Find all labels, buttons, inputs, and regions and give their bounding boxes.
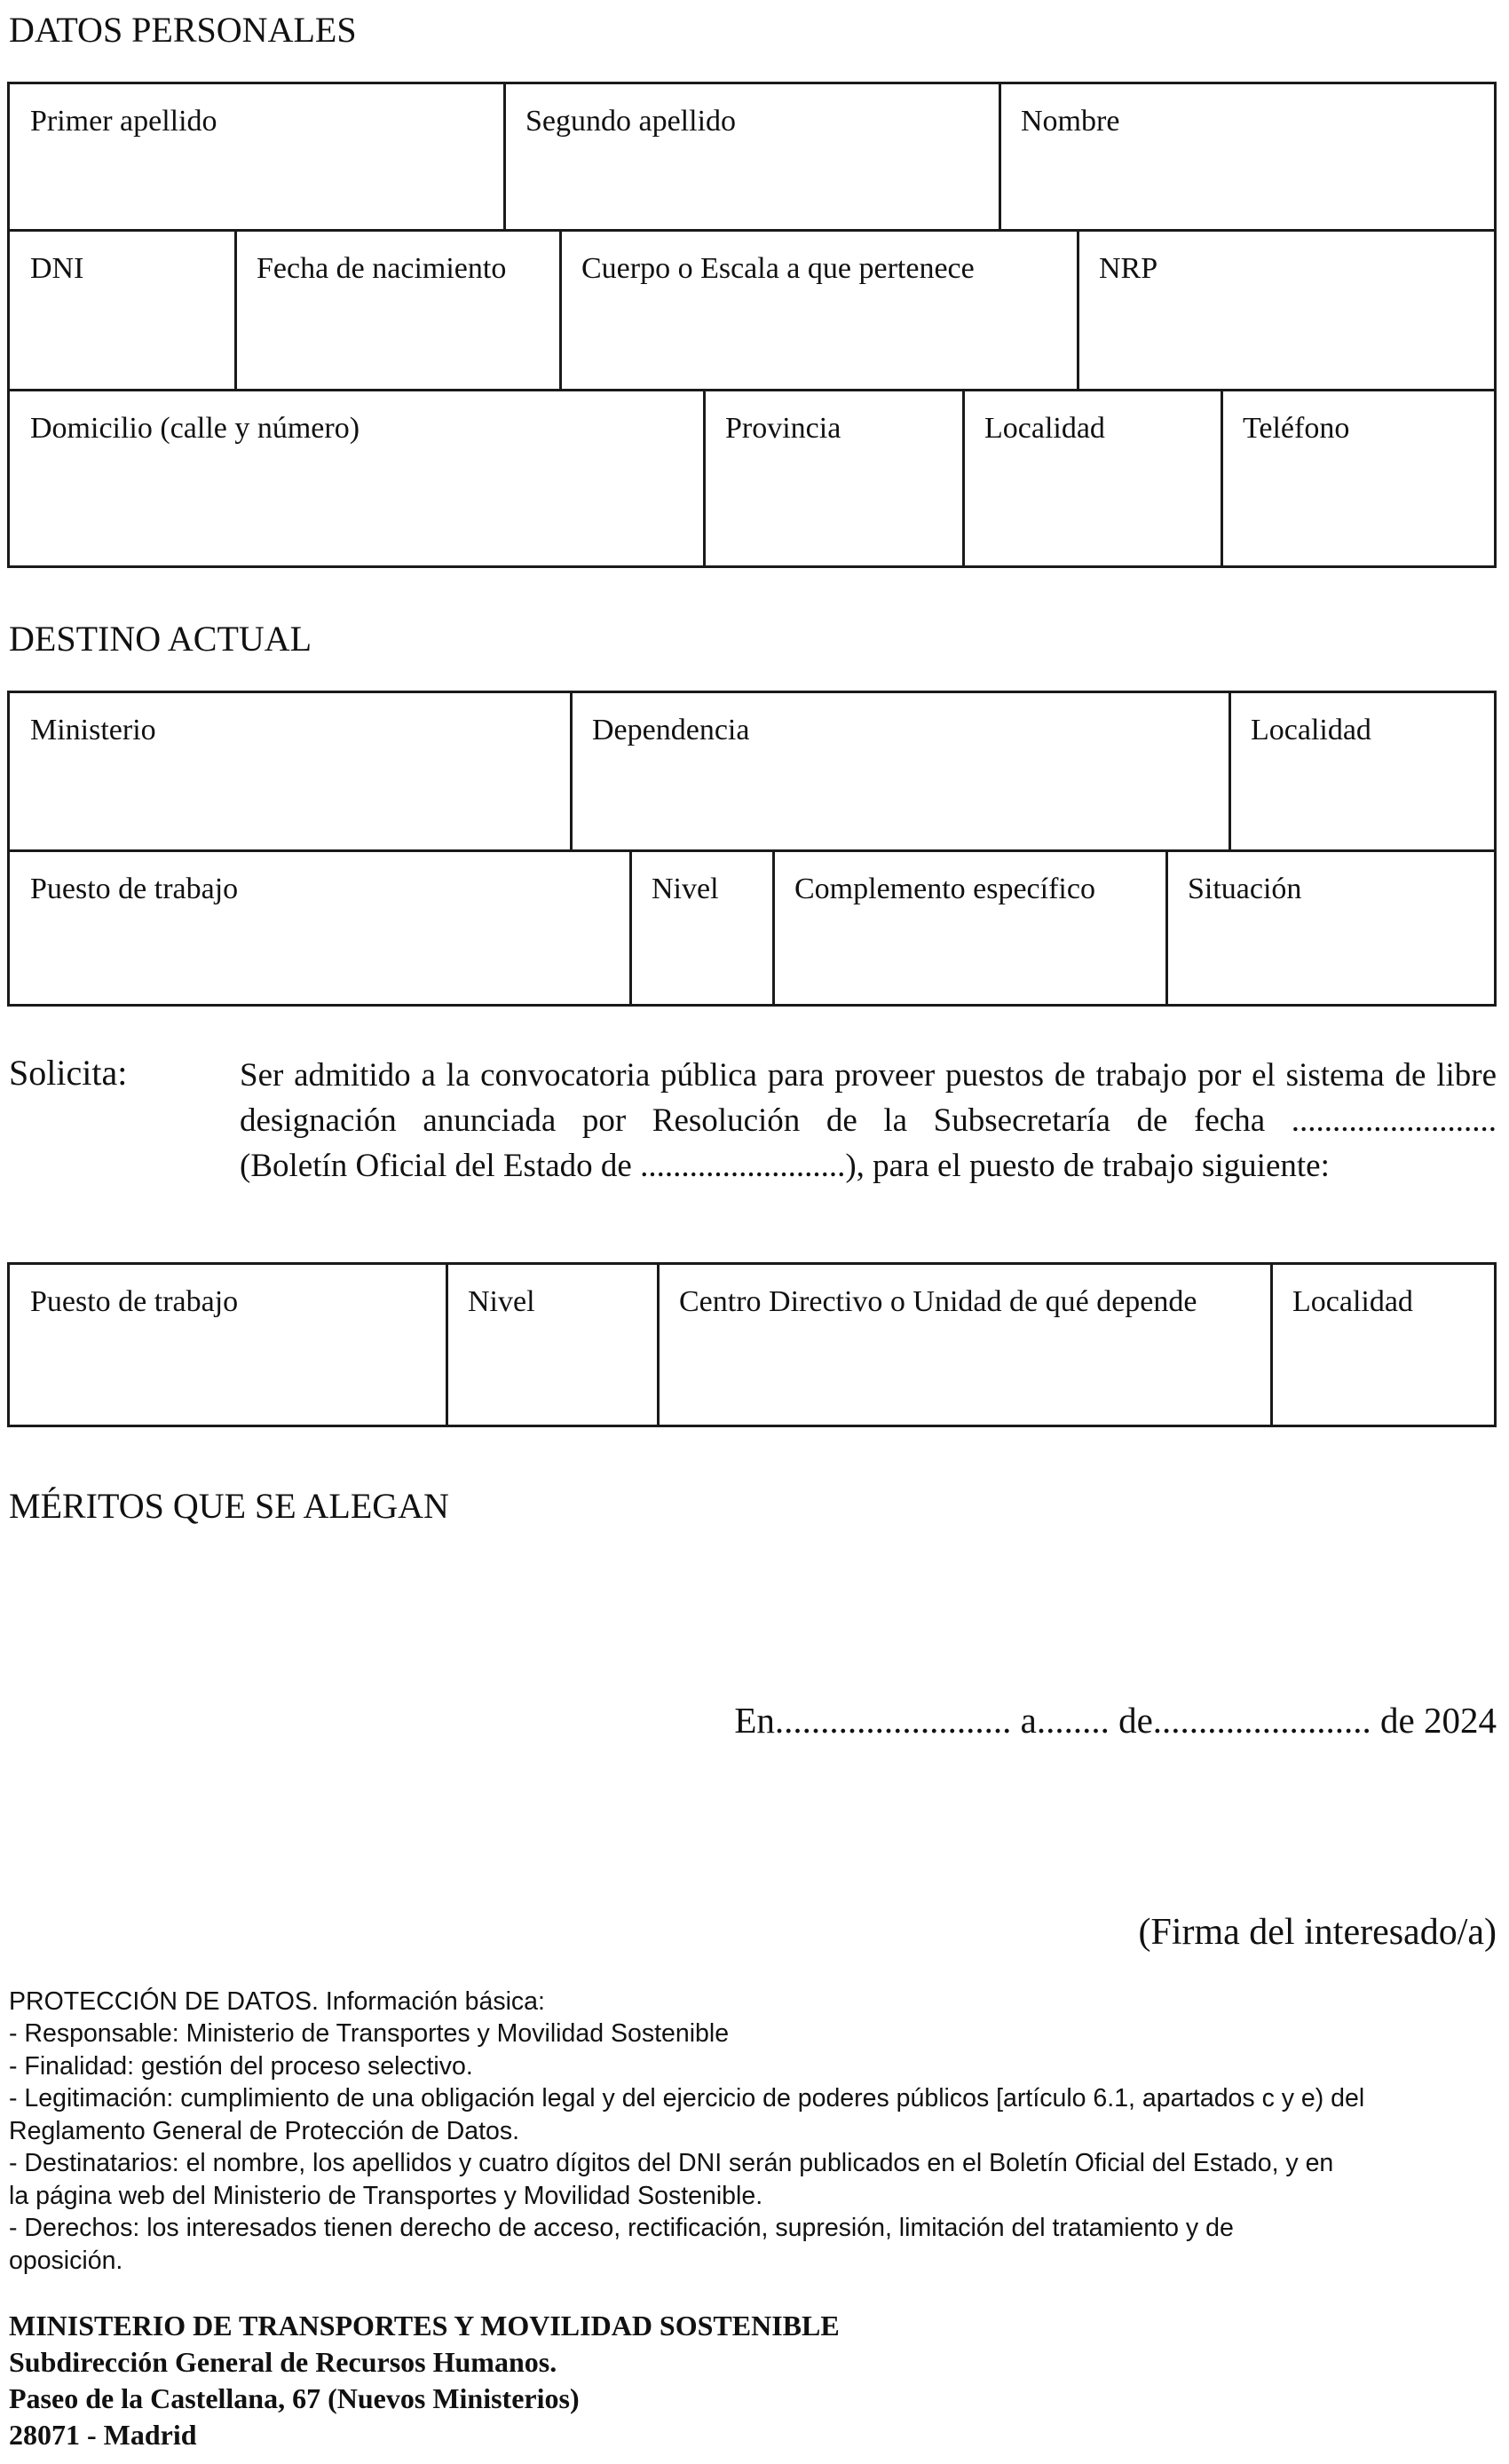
field-centro-directivo[interactable]: Centro Directivo o Unidad de qué depende	[679, 1285, 1197, 1318]
data-protection-line: PROTECCIÓN DE DATOS. Información básica:	[9, 1987, 545, 2016]
col-divider	[1165, 849, 1168, 1007]
field-localidad-destino[interactable]: Localidad	[1251, 714, 1371, 746]
field-primer-apellido[interactable]: Primer apellido	[30, 105, 217, 138]
data-protection-line: - Legitimación: cumplimiento de una obligación legal y del ejercicio de poderes públicos [artículo 6.1, apartados c y e) del	[9, 2084, 1365, 2113]
field-situacion[interactable]: Situación	[1188, 873, 1302, 905]
field-complemento-especifico[interactable]: Complemento específico	[794, 873, 1095, 905]
field-domicilio[interactable]: Domicilio (calle y número)	[30, 412, 360, 445]
data-protection-line: oposición.	[9, 2247, 123, 2275]
col-divider	[570, 691, 573, 850]
field-localidad[interactable]: Localidad	[984, 412, 1105, 445]
col-divider	[1270, 1262, 1273, 1427]
field-puesto-actual[interactable]: Puesto de trabajo	[30, 873, 239, 905]
field-dni[interactable]: DNI	[30, 252, 84, 285]
field-cuerpo-escala[interactable]: Cuerpo o Escala a que pertenece	[581, 252, 975, 285]
section-title-meritos: MÉRITOS QUE SE ALEGAN	[9, 1486, 449, 1526]
data-protection-line: - Derechos: los interesados tienen derecho de acceso, rectificación, supresión, limitación del tratamiento y de	[9, 2214, 1234, 2242]
data-protection-line: la página web del Ministerio de Transportes y Movilidad Sostenible.	[9, 2182, 763, 2210]
field-nrp[interactable]: NRP	[1099, 252, 1158, 285]
col-divider	[234, 229, 237, 390]
field-telefono[interactable]: Teléfono	[1243, 412, 1350, 445]
field-nivel-solicitado[interactable]: Nivel	[468, 1285, 535, 1318]
col-divider	[962, 389, 965, 568]
solicita-line: designación anunciada por Resolución de la Subsecretaría de fecha .........................	[240, 1102, 1497, 1139]
field-provincia[interactable]: Provincia	[725, 412, 841, 445]
data-protection-line: - Destinatarios: el nombre, los apellidos y cuatro dígitos del DNI serán publicados en el Boletín Oficial del Estado, y en	[9, 2149, 1334, 2177]
data-protection-line: - Finalidad: gestión del proceso selectivo.	[9, 2052, 473, 2081]
row-divider	[7, 849, 1497, 852]
data-protection-line: Reglamento General de Protección de Datos.	[9, 2117, 520, 2145]
place-date-line[interactable]: En.......................... a........ de........................ de 2024	[734, 1700, 1497, 1741]
address-subdirection: Subdirección General de Recursos Humanos.	[9, 2346, 557, 2378]
col-divider	[503, 82, 506, 230]
col-divider	[703, 389, 706, 568]
row-divider	[7, 229, 1497, 232]
address-street: Paseo de la Castellana, 67 (Nuevos Ministerios)	[9, 2382, 580, 2414]
field-ministerio[interactable]: Ministerio	[30, 714, 156, 746]
field-nombre[interactable]: Nombre	[1021, 105, 1120, 138]
signature-caption: (Firma del interesado/a)	[1138, 1912, 1497, 1953]
section-title-datos-personales: DATOS PERSONALES	[9, 10, 357, 50]
field-segundo-apellido[interactable]: Segundo apellido	[525, 105, 737, 138]
col-divider	[772, 849, 775, 1007]
address-ministry: MINISTERIO DE TRANSPORTES Y MOVILIDAD SOSTENIBLE	[9, 2310, 840, 2342]
address-postal-city: 28071 - Madrid	[9, 2419, 197, 2451]
data-protection-line: - Responsable: Ministerio de Transportes y Movilidad Sostenible	[9, 2019, 730, 2048]
col-divider	[1077, 229, 1079, 390]
solicita-label: Solicita:	[9, 1053, 128, 1093]
col-divider	[657, 1262, 660, 1427]
field-nivel-actual[interactable]: Nivel	[652, 873, 719, 905]
col-divider	[559, 229, 562, 390]
col-divider	[1221, 389, 1223, 568]
solicita-paragraph	[240, 1053, 1497, 1189]
col-divider	[446, 1262, 448, 1427]
personal-data-table	[7, 82, 1497, 568]
col-divider	[1229, 691, 1231, 850]
field-puesto-solicitado[interactable]: Puesto de trabajo	[30, 1285, 239, 1318]
section-title-destino-actual: DESTINO ACTUAL	[9, 619, 312, 659]
field-localidad-solicitado[interactable]: Localidad	[1292, 1285, 1413, 1318]
row-divider	[7, 389, 1497, 391]
col-divider	[629, 849, 632, 1007]
col-divider	[999, 82, 1001, 230]
field-dependencia[interactable]: Dependencia	[592, 714, 750, 746]
field-fecha-nacimiento[interactable]: Fecha de nacimiento	[257, 252, 507, 285]
solicita-line: Ser admitido a la convocatoria pública para proveer puestos de trabajo por el sistema de libre	[240, 1057, 1497, 1094]
solicita-line: (Boletín Oficial del Estado de .........................), para el puesto de trabajo siguiente:	[240, 1148, 1330, 1184]
